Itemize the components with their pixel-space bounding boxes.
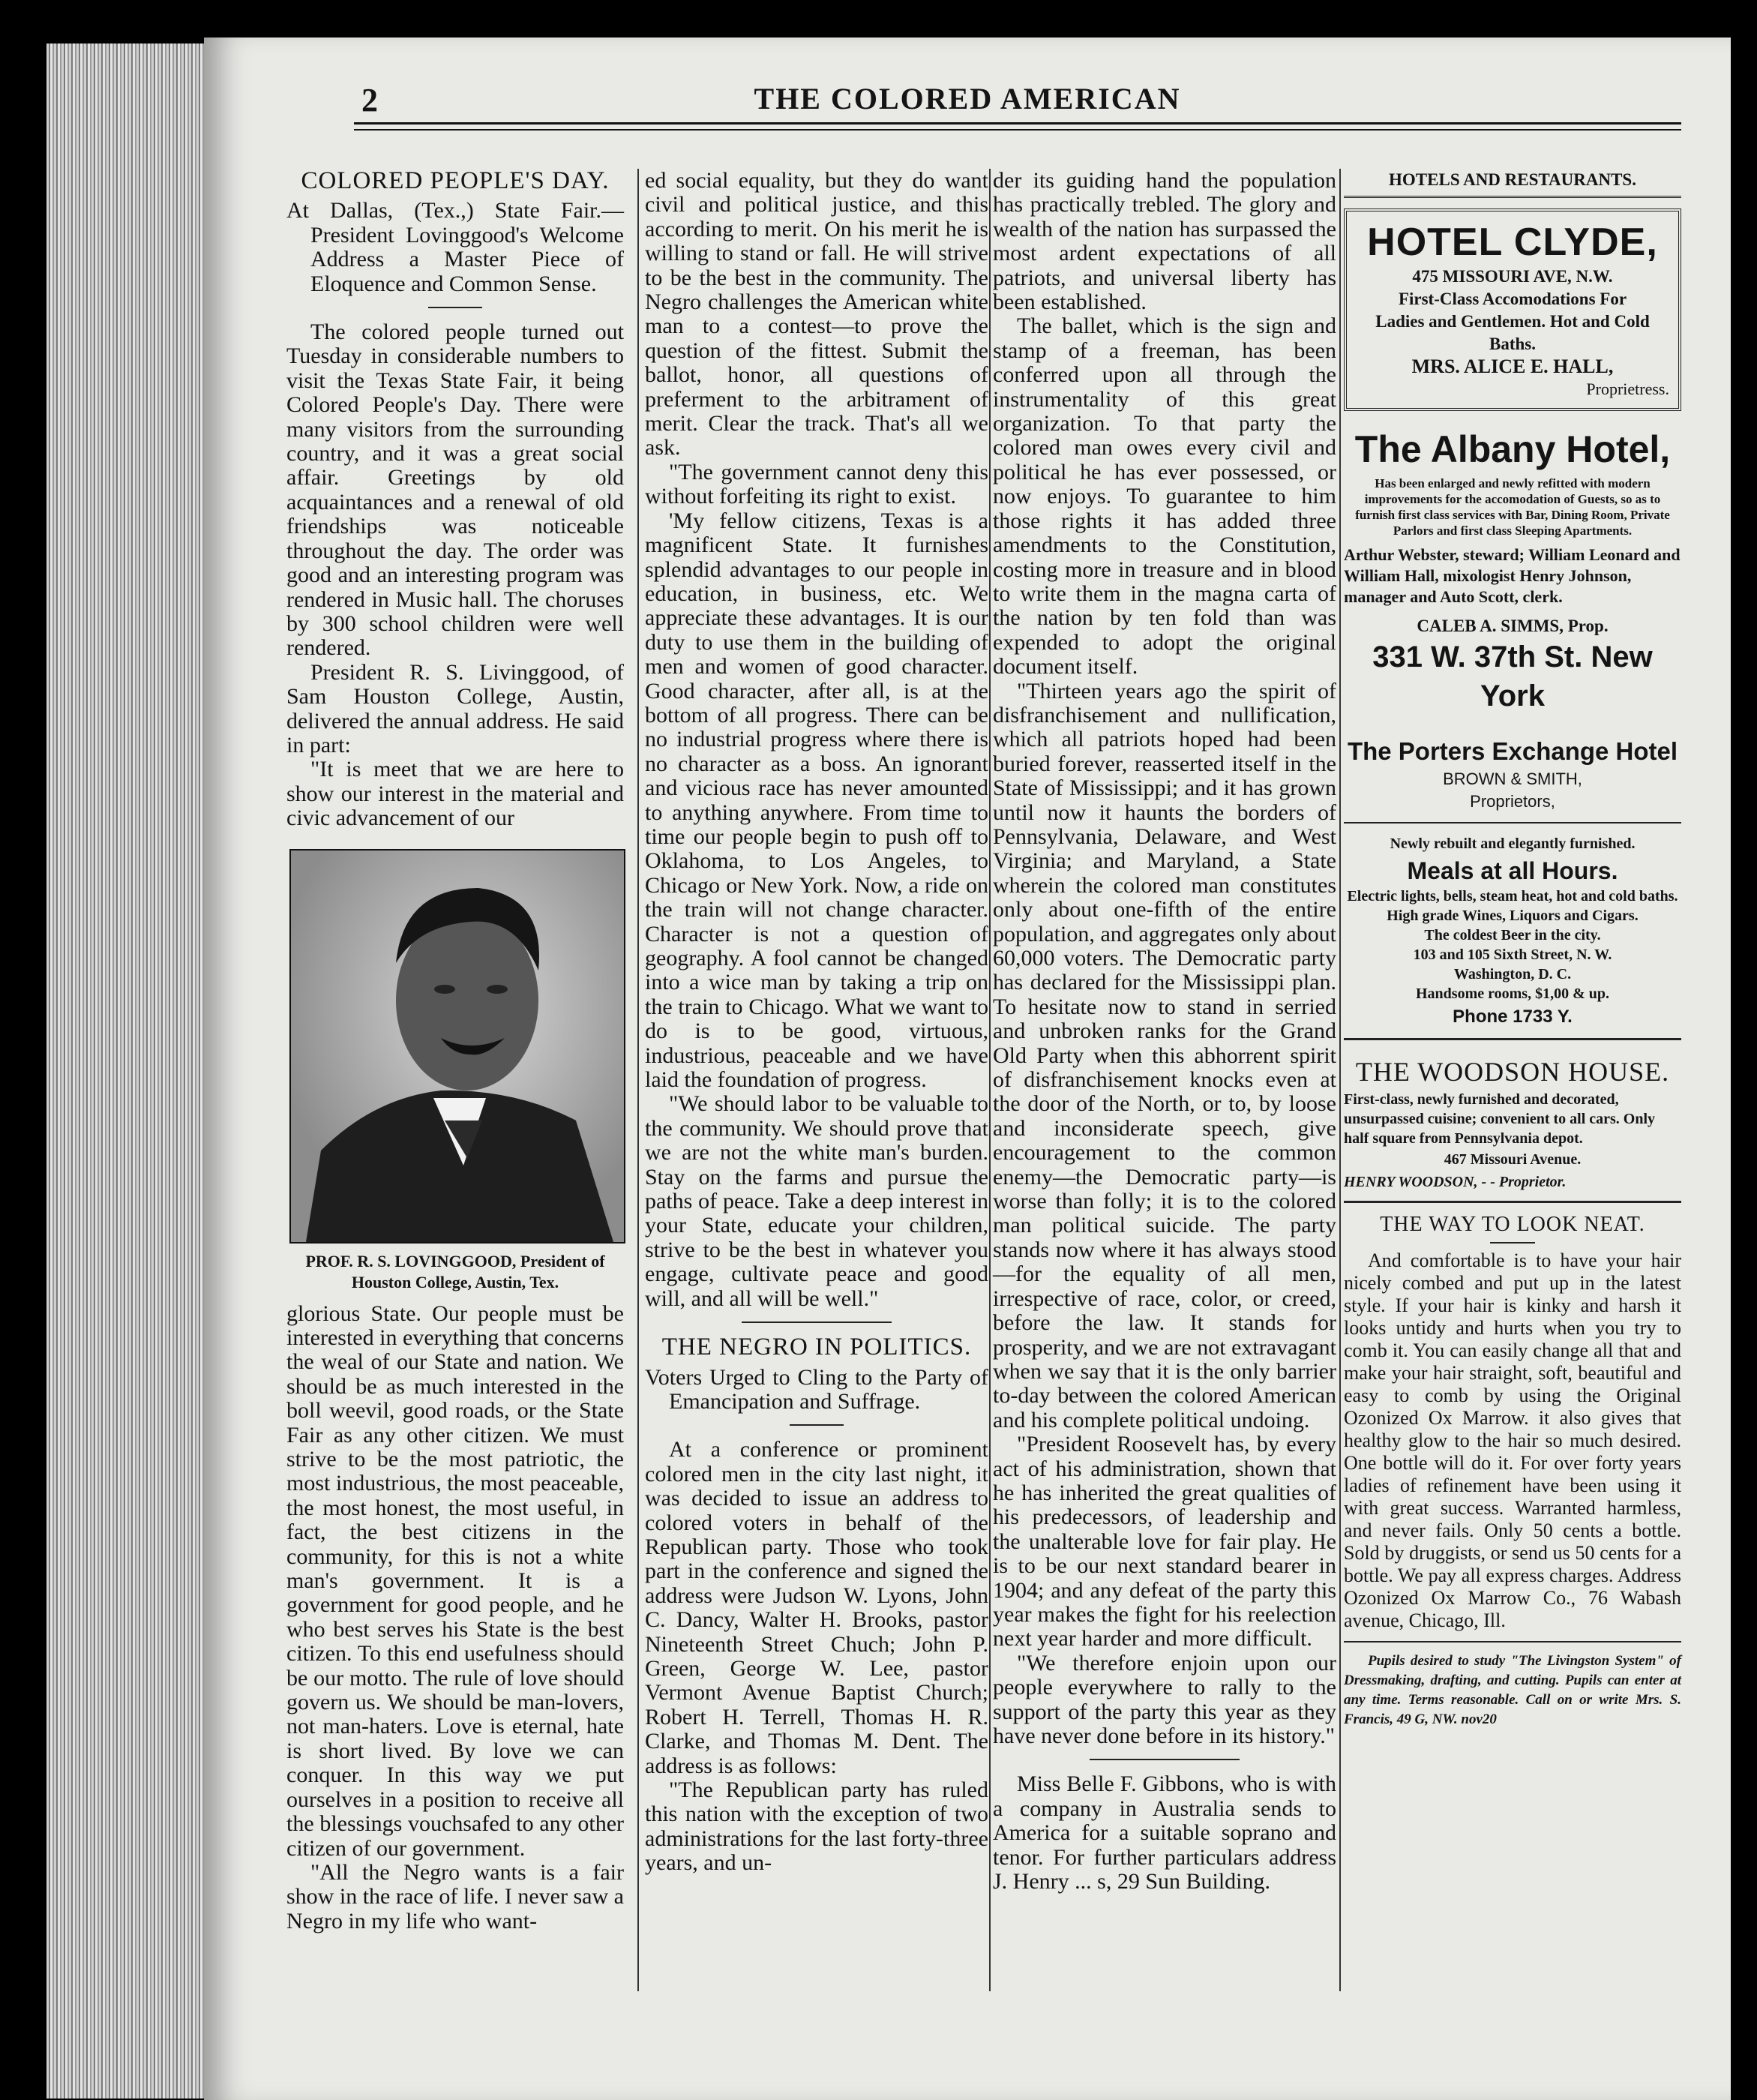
divider xyxy=(1490,1242,1535,1244)
ad-rooms: Handsome rooms, $1,00 & up. xyxy=(1416,986,1609,1002)
ad-city: Washington, D. C. xyxy=(1453,966,1572,982)
ad-owner-title: Proprietors, xyxy=(1470,792,1555,811)
paragraph: "We therefore enjoin upon our people everywhere to rally to the support of the party this year as they have never done before in its history." xyxy=(993,1650,1336,1748)
paragraph: The colored people turned out Tuesday in considerable numbers to visit the Texas State Fair, it being Colored People's Day. There were many visitors from the surrounding country, and it was a great social affair. Greetings by old acquaintances and a renewal of old friendships was noticeable throughout the day. The order was good and an interesting program was rendered in Music hall. The choruses by 300 school children were well rendered. xyxy=(286,320,624,661)
paragraph: "It is meet that we are here to show our interest in the material and civic advancement of our xyxy=(286,757,624,831)
column-3 xyxy=(993,169,1336,1894)
ad-headline: THE WAY TO LOOK NEAT. xyxy=(1380,1213,1645,1236)
column-4-ads xyxy=(1344,169,1681,1730)
ad-name: The Porters Exchange Hotel xyxy=(1347,737,1678,765)
ad-text: Has been enlarged and newly refitted with modern improvements for the accomodation of Guests, so as to furnish first class services with Bar, Dining Room, Private Parlors and first class Sleeping Apartments. xyxy=(1355,476,1670,538)
photo-caption: PROF. R. S. LOVINGGOOD, President of Houston College, Austin, Tex. xyxy=(305,1251,605,1292)
ad-owner-title: Proprietress. xyxy=(1586,380,1669,398)
ad-text: First-Class Accomodations For xyxy=(1398,290,1627,308)
paragraph: glorious State. Our people must be interested in everything that concerns the weal of our State and nation. We should be as much interested in the boll weevil, good roads, or the State Fair as any other citizen. We must strive to be the most patriotic, the most industrious, the most peaceable, the most honest, the most useful, in fact, the best citizens in the community, for this is not a white man's government. It is a government for good people, and he who best serves his State is the best citizen. To this end usefulness should be our motto. The rule of love should govern us. We should be man-lovers, not man-haters. Love is eternal, hate is short lived. By love we can conquer. In this way we put ourselves in a position to receive all the blessings vouchsafed to any other citizen of our government. xyxy=(286,1300,624,1861)
notice: Miss Belle F. Gibbons, who is with a company in Australia sends to America for a suitable soprano and tenor. For further particulars address J. Henry ... s, 29 Sun Building. xyxy=(993,1772,1336,1894)
paragraph: At a conference or prominent colored men in the city last night, it was decided to issue an address to colored voters in behalf of the Republican party. Those who took part in the conference and signed the address were Judson W. Lyons, John C. Dancy, Walter H. Brooks, pastor Nineteenth Street Chuch; John P. Green, George W. Lee, pastor Vermont Avenue Baptist Church; Robert H. Terrell, Thomas H. R. Clarke, and Thomas M. Dent. The address is as follows: xyxy=(645,1437,988,1778)
column-rule-3 xyxy=(1339,169,1341,1991)
paragraph: "Thirteen years ago the spirit of disfranchisement and nullification, which all patriots hoped had been buried forever, reasserted itself in the State of Mississippi; and it has grown until now it haunts the borders of Pennsylvania, Delaware, and West Virginia; and Maryland, a State wherein the colored man constitutes only about one-fifth of the entire population, and aggregates only about 60,000 voters. The Democratic party has declared for the Mississippi plan. To hesitate now to stand in serried and unbroken ranks for the Grand Old Party when this abhorrent spirit of disfranchisement knocks even at the door of the North, or to, by loose and inconsiderate speech, give encouragement to the common enemy—the Democratic party—is worse than folly; it is to the colored man political suicide. The party stands now where it has always stood—for the equality of all men, irrespective of race, color, or creed, before the law. It stands for prosperity, and we are not extravagant when we say that it is the only barrier to-day between the colored American and his complete political undoing. xyxy=(993,678,1336,1432)
page-number: 2 xyxy=(361,82,378,118)
masthead-rule xyxy=(354,122,1681,130)
ad-address: 467 Missouri Avenue. xyxy=(1444,1151,1582,1168)
ad-owners: BROWN & SMITH, xyxy=(1443,770,1582,788)
paragraph: President R. S. Livinggood, of Sam Houston College, Austin, delivered the annual address. He said in part: xyxy=(286,659,624,758)
ad-pupils: Pupils desired to study "The Livingston System" of Dressmaking, drafting, and cutting. Pupils can enter at any time. Terms reasonable. Call on or write Mrs. S. Francis, 49 G, NW. nov20 xyxy=(1344,1653,1681,1727)
column-rule-2 xyxy=(989,169,991,1991)
paragraph: "The government cannot deny this without forfeiting its right to exist. xyxy=(645,459,988,509)
ad-name: THE WOODSON HOUSE. xyxy=(1355,1057,1670,1087)
ad-owner: MRS. ALICE E. HALL, xyxy=(1411,356,1614,377)
divider xyxy=(742,1322,892,1323)
newspaper-page xyxy=(204,38,1731,2100)
ad-text: Newly rebuilt and elegantly furnished. xyxy=(1390,836,1636,852)
article-headline: COLORED PEOPLE'S DAY. xyxy=(301,167,610,194)
paragraph: ed social equality, but they do want civil and political justice, and this according to merit. On his merit he is willing to stand or fall. He will strive to be the best in the community. The Negro challenges the American white man to a contest—to prove the question of the fittest. Submit the ballot, honor, all questions of preferment to the arbitrament of merit. Clear the track. That's all we ask. xyxy=(645,168,988,460)
ad-address: 103 and 105 Sixth Street, N. W. xyxy=(1413,946,1612,963)
portrait-photo xyxy=(289,849,625,1244)
divider xyxy=(1344,1641,1681,1642)
newspaper-title: THE COLORED AMERICAN xyxy=(754,82,1181,116)
ad-text: Ladies and Gentlemen. Hot and Cold Baths. xyxy=(1375,312,1650,353)
ads-section-title: HOTELS AND RESTAURANTS. xyxy=(1344,169,1681,198)
paragraph: "We should labor to be valuable to the community. We should prove that we are not the white man's burden. Stay on the farms and pursue the paths of peace. Take a deep interest in your State, educate your children, strive to be the best in whatever you engage, cultivate peace and good will, and all will be well." xyxy=(645,1091,988,1311)
article-deck: Voters Urged to Cling to the Party of Emancipation and Suffrage. xyxy=(645,1364,988,1414)
paragraph: "All the Negro wants is a fair show in the race of life. I never saw a Negro in my life who want- xyxy=(286,1859,624,1934)
ad-address: 475 MISSOURI AVE, N.W. xyxy=(1412,267,1613,286)
ad-woodson-house xyxy=(1344,1051,1681,1203)
paragraph: "The Republican party has ruled this nation with the exception of two administrations for the last forty-three years, and un- xyxy=(645,1778,988,1876)
article-headline: THE NEGRO IN POLITICS. xyxy=(661,1334,972,1361)
ad-name: The Albany Hotel, xyxy=(1354,428,1671,470)
divider xyxy=(790,1424,844,1426)
ad-name: HOTEL CLYDE, xyxy=(1367,220,1658,264)
ad-text: High grade Wines, Liquors and Cigars. xyxy=(1387,908,1639,924)
ad-text: Electric lights, bells, steam heat, hot and cold baths. xyxy=(1347,888,1678,904)
ad-albany-hotel xyxy=(1344,422,1681,720)
ad-meals: Meals at all Hours. xyxy=(1407,857,1618,884)
ad-hotel-clyde xyxy=(1344,208,1681,411)
divider xyxy=(1344,822,1681,824)
paragraph: The ballet, which is the sign and stamp of a freeman, has been conferred upon all through the instrumentality of this great organization. To that party the colored man owes every civil and political he has ever possessed, or now enjoys. To guarantee to him those rights it has added three amendments to the Constitution, costing more in treasure and in blood to write them in the magna carta of the nation by ten fold than was expended to adopt the original document itself. xyxy=(993,314,1336,680)
ad-phone: Phone 1733 Y. xyxy=(1453,1006,1573,1027)
divider xyxy=(1090,1759,1240,1760)
ad-text: First-class, newly furnished and decorated, unsurpassed cuisine; convenient to all cars. Only half square from Pennsylvania depot. xyxy=(1344,1091,1656,1147)
ad-porters-exchange xyxy=(1344,730,1681,1040)
paragraph: 'My fellow citizens, Texas is a magnificent State. It furnishes splendid advantages to our people in education, in business, etc. We appreciate these advantages. It is our duty to use them in the building of men and women of good character. Good character, after all, is at the bottom of all progress. There can be no industrial progress where there is no character as a boss. An ignorant and vicious race has never amounted to anything anywhere. From time to time our people begin to push off to Oklahoma, to Los Angeles, to Chicago or New York. Now, a ride on the train will not change character. Character is not a question of geography. A fool cannot be changed into a wice man by taking a trip on the train to Chicago. What we want to do is to be good, virtuous, industrious, peaceable and we have laid the foundation of progress. xyxy=(645,508,988,1093)
ad-address: 331 W. 37th St. New York xyxy=(1372,640,1653,712)
ad-text: Arthur Webster, steward; William Leonard and William Hall, mixologist Henry Johnson, manager and Auto Scott, clerk. xyxy=(1344,545,1681,606)
ad-owner: HENRY WOODSON, - - Proprietor. xyxy=(1344,1174,1567,1190)
paragraph: der its guiding hand the population has practically trebled. The glory and wealth of the nation has surpassed the most ardent expectations of all patriots, and universal liberty has been established. xyxy=(993,168,1336,315)
ad-prop: CALEB A. SIMMS, Prop. xyxy=(1417,616,1609,635)
ad-text: The coldest Beer in the city. xyxy=(1424,927,1601,944)
portrait-illustration xyxy=(291,850,624,1242)
paragraph: "President Roosevelt has, by every act of his administration, shown that he has inherited the great qualities of his predecessors, of leadership and the unalterable love for fair play. He is to be our next standard bearer in 1904; and any defeat of the party this year makes the fight for his reelection next year harder and more difficult. xyxy=(993,1432,1336,1652)
column-rule-1 xyxy=(637,169,639,1991)
divider xyxy=(428,307,482,308)
column-1 xyxy=(286,169,624,1934)
ad-text: And comfortable is to have your hair nicely combed and put up in the latest style. If your hair is kinky and harsh it looks untidy and hurts when you try to comb it. You can easily change all that and make your hair straight, soft, beautiful and easy to comb by using the Original Ozonized Ox Marrow. it also gives that healthy glow to the hair so much desired. One bottle will do it. For over forty years ladies of refinement have been using it with great success. Warranted harmless, and never fails. Only 50 cents a bottle. Sold by druggists, or send us 50 cents for a bottle. We pay all express charges. Address Ozonized Ox Marrow Co., 76 Wabash avenue, Chicago, Ill. xyxy=(1344,1250,1681,1631)
article-deck: At Dallas, (Tex.,) State Fair.—President Lovinggood's Welcome Address a Master Piece of Eloquence and Common Sense. xyxy=(286,198,624,296)
column-2 xyxy=(645,169,988,1876)
book-page-edges xyxy=(46,44,211,2098)
